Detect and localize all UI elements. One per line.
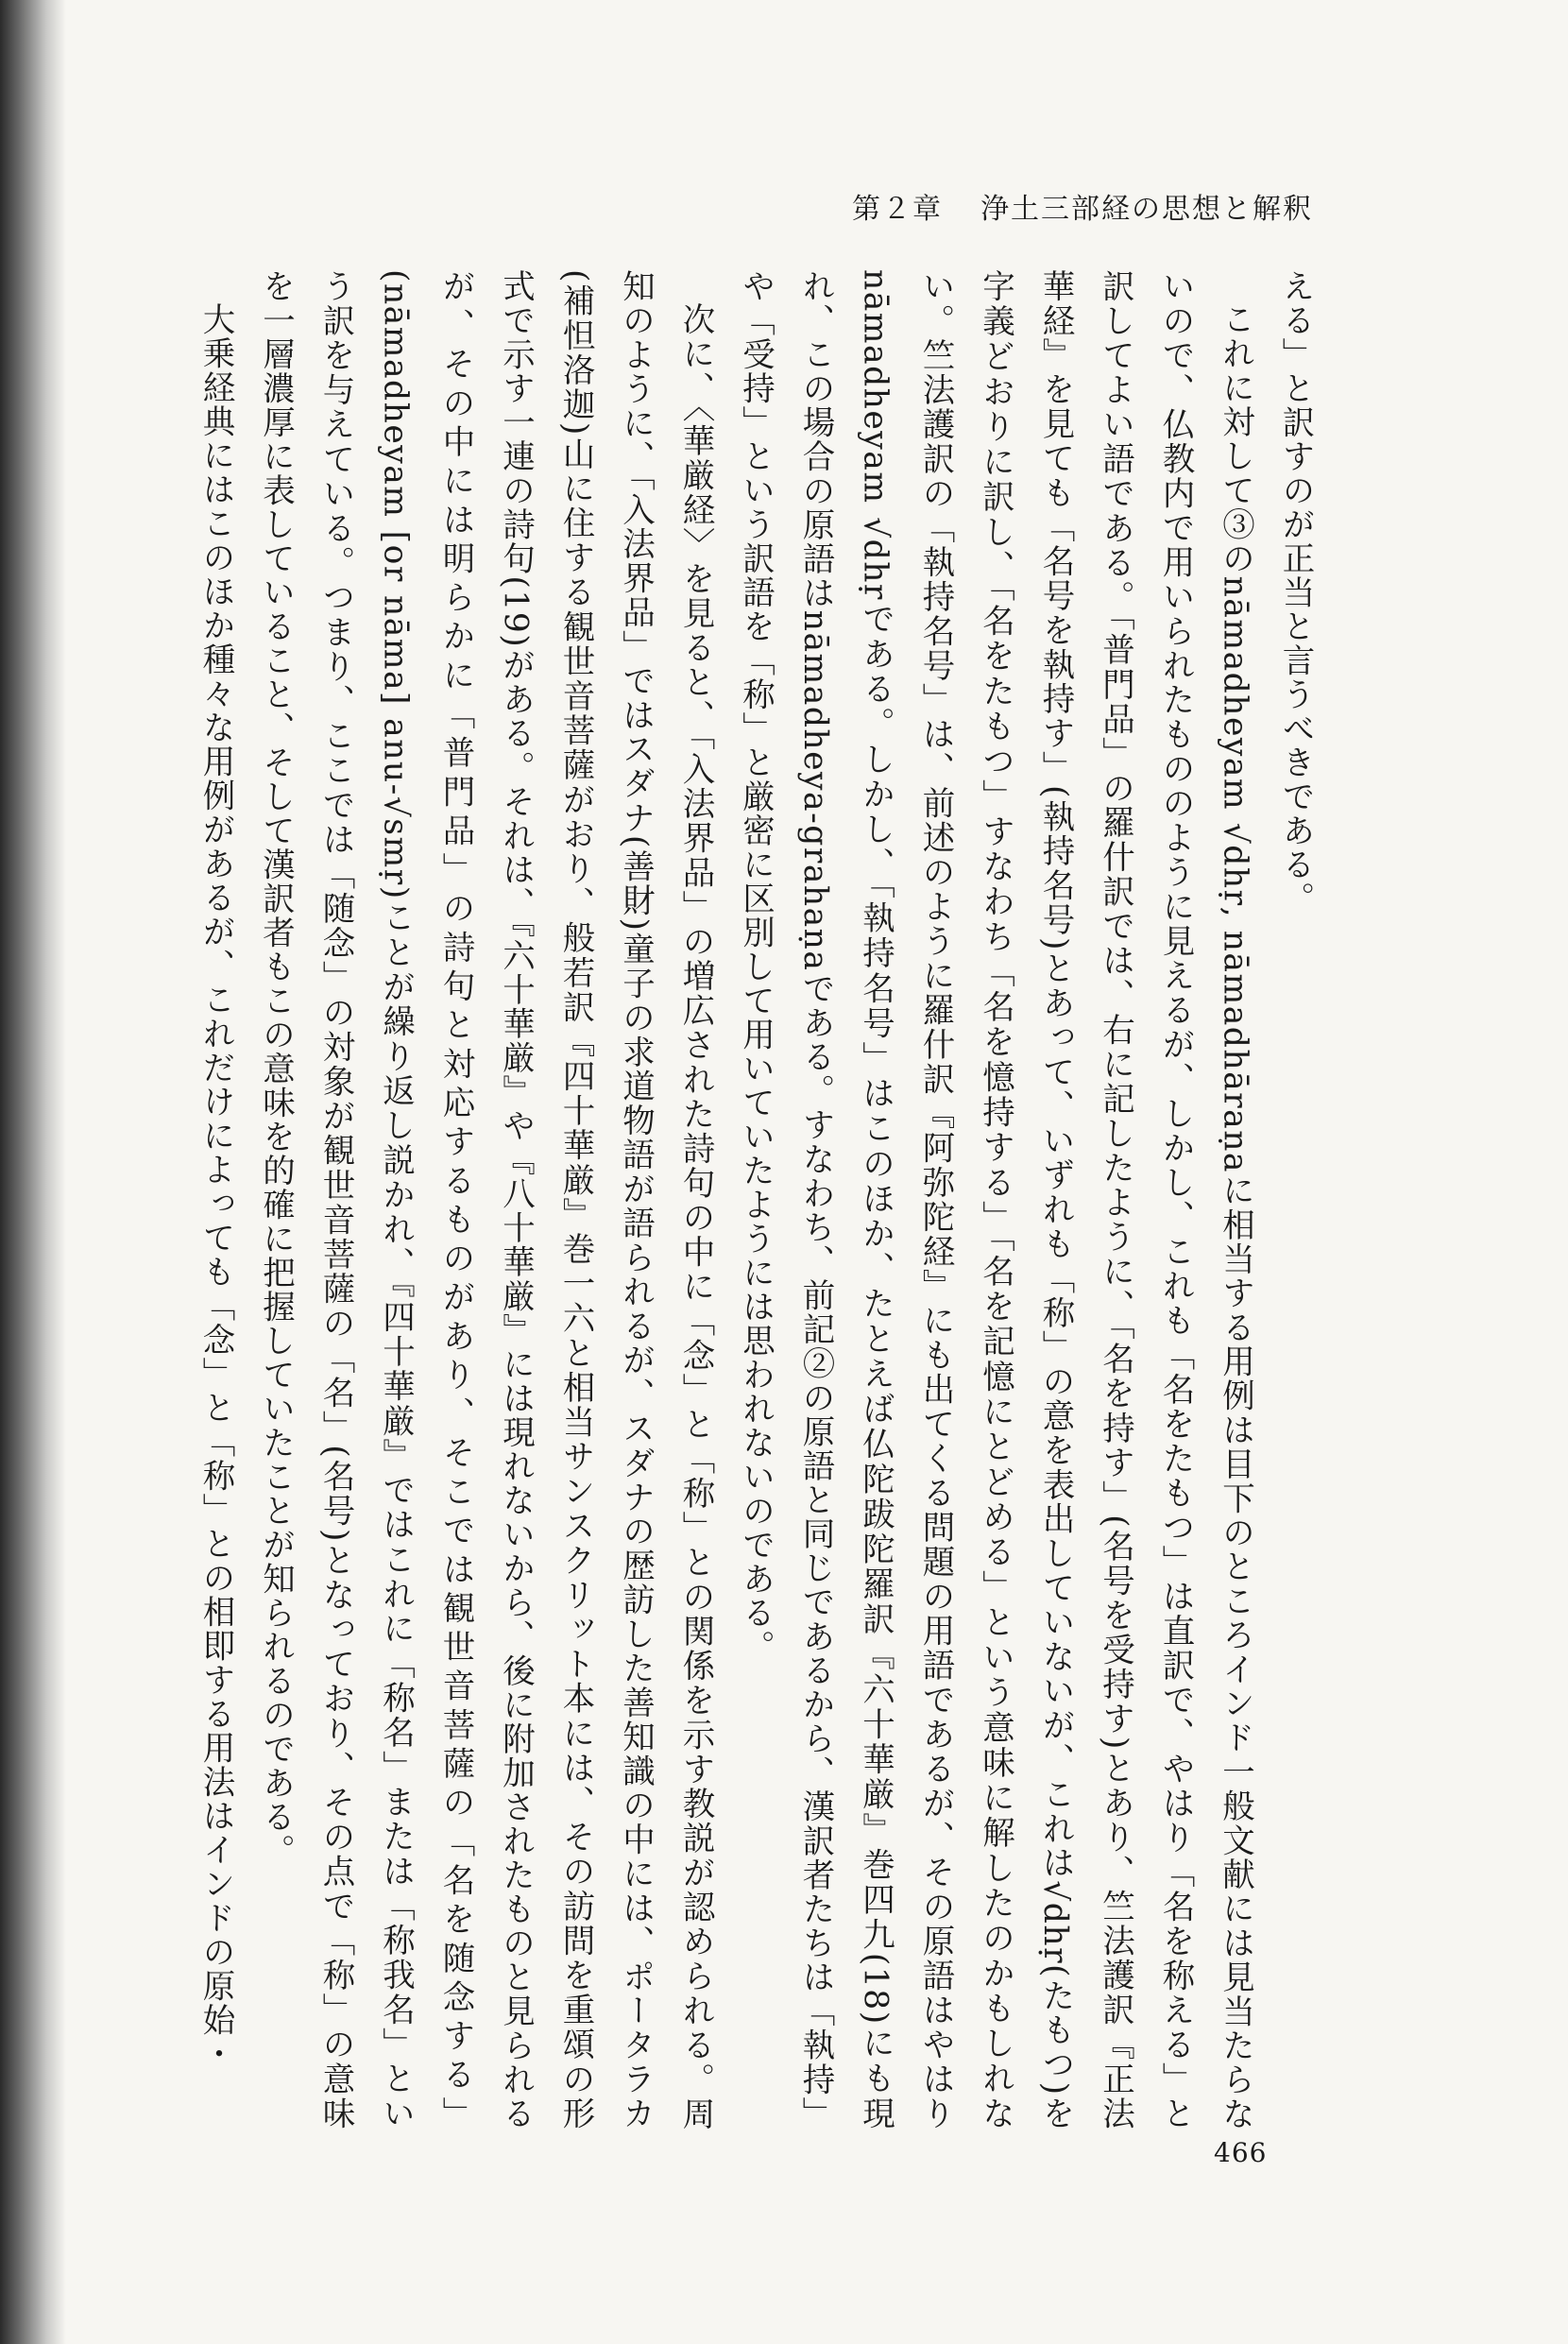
chapter-title: 浄土三部経の思想と解釈 (980, 193, 1313, 226)
running-header (852, 185, 1313, 227)
chapter-number: 第２章 (852, 193, 943, 226)
paragraph: える」と訳すのが正当と言うべきである。 (1276, 269, 1314, 915)
binding-shadow (0, 0, 66, 2344)
page-number: 466 (1214, 2137, 1268, 2168)
paragraph: 大乗経典にはこのほか種々な用例があるが、これだけによっても「念」と「称」との相即する用法はインドの原始・ (196, 301, 234, 2071)
body-text (191, 269, 1324, 2130)
paragraph: 次に、〈華厳経〉を見ると、「入法界品」の増広された詩句の中に「念」と「称」との関係を示す教説が認められる。周知のように、「入法界品」ではスダナ(善財)童子の求道物語が語られるが、スダナの歴訪した善知識の中には、ポータラカ(補怛洛迦)山に住する観世音菩薩がおり、般若訳『四十華厳』巻一六と相当サンスクリット本には、その訪問を重頌の形式で示す一連の詩句(19)がある。それは、『六十華厳』や『八十華厳』には現れないから、後に附加されたものと見られるが、その中には明らかに「普門品」の詩句と対応するものがあり、そこでは観世音菩薩の「名を随念する」(nāmadheyam [or nāma] anu-√smṛ)ことが繰り返し説かれ、『四十華厳』ではこれに「称名」または「称我名」という訳を与えている。つまり、ここでは「随念」の対象が観世音菩薩の「名」(名号)となっており、その点で「称」の意味を一層濃厚に表していること、そして漢訳者もこの意味を的確に把握していたことが知られるのである。 (256, 269, 714, 2130)
paragraph: これに対して③のnāmadheyam √dhṛ, nāmadhāraṇaに相当する用例は目下のところインド一般文献には見当たらないので、仏教内で用いられたもののように見えるが、しかし、これも「名をたもつ」は直訳で、やはり「名を称える」と訳してよい語である。「普門品」の羅什訳では、右に記したように、「名を持す」(名号を受持す)とあり、竺法護訳『正法華経』を見ても「名号を執持す」(執持名号)とあって、いずれも「称」の意を表出していないが、これは√dhṛ(たもつ)を字義どおりに訳し、「名をたもつ」すなわち「名を憶持する」「名を記憶にとどめる」という意味に解したのかもしれない。竺法護訳の「執持名号」は、前述のように羅什訳『阿弥陀経』にも出てくる問題の用語であるが、その原語はやはりnāmadheyam √dhṛである。しかし、「執持名号」はこのほか、たとえば仏陀跋陀羅訳『六十華厳』巻四九(18)にも現れ、この場合の原語はnāmadheya-grahaṇaである。すなわち、前記②の原語と同じであるから、漢訳者たちは「執持」や「受持」という訳語を「称」と厳密に区別して用いていたようには思われないのである。 (736, 269, 1254, 2130)
